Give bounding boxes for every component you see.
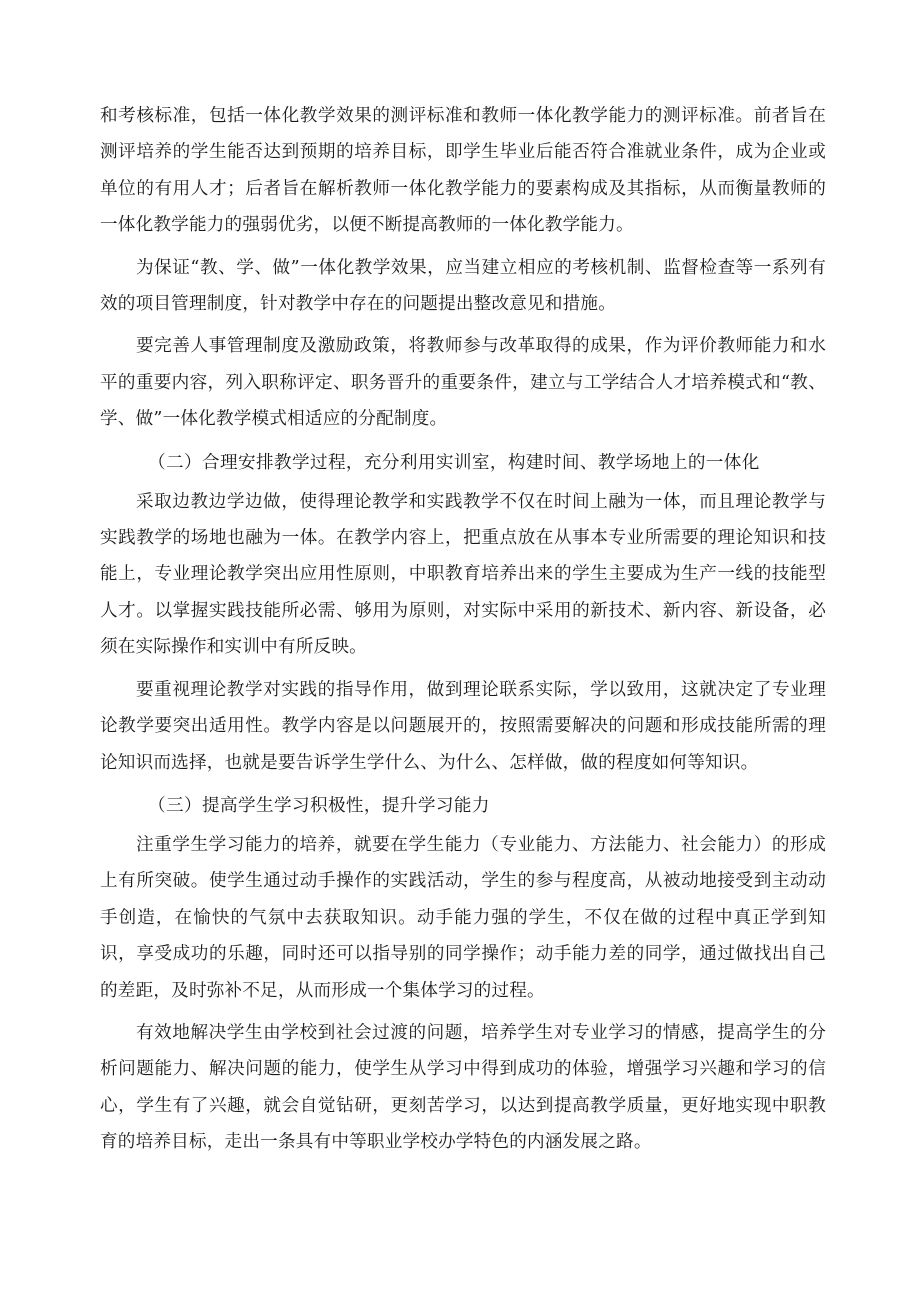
paragraph-personnel-policy: 要完善人事管理制度及激励政策，将教师参与改革取得的成果，作为评价教师能力和水平的重要内容，列入职称评定、职务晋升的重要条件，建立与工学结合人才培养模式和“教、学、做”一体化教学模式相适应的分配制度。 xyxy=(100,336,826,430)
paragraph-theory-guidance: 要重视理论教学对实践的指导作用，做到理论联系实际，学以致用，这就决定了专业理论教学要突出适用性。教学内容是以问题展开的，按照需要解决的问题和形成技能所需的理论知识而选择，也就是要告诉学生学什么、为什么、怎样做，做的程度如何等知识。 xyxy=(100,679,826,773)
section-heading-2: （二）合理安排教学过程，充分利用实训室，构建时间、教学场地上的一体化 xyxy=(148,452,760,473)
paragraph-teach-learn-do: 采取边教边学边做，使得理论教学和实践教学不仅在时间上融为一体，而且理论教学与实践教学的场地也融为一体。在教学内容上，把重点放在从事本专业所需要的理论知识和技能上，专业理论教学突出应用性原则，中职教育培养出来的学生主要成为生产一线的技能型人才。以掌握实践技能所必需、够用为原则，对实际中采用的新技术、新内容、新设备，必须在实际操作和实训中有所反映。 xyxy=(100,491,826,658)
document-page xyxy=(100,98,826,1161)
section-heading-3: （三）提高学生学习积极性，提升学习能力 xyxy=(148,795,490,816)
paragraph-transition: 有效地解决学生由学校到社会过渡的问题，培养学生对专业学习的情感，提高学生的分析问题能力、解决问题的能力，使学生从学习中得到成功的体验，增强学习兴趣和学习的信心，学生有了兴趣，就会自觉钻研，更刻苦学习，以达到提高教学质量，更好地实现中职教育的培养目标，走出一条具有中等职业学校办学特色的内涵发展之路。 xyxy=(100,1022,826,1153)
paragraph-assessment-mechanism: 为保证“教、学、做”一体化教学效果，应当建立相应的考核机制、监督检查等一系列有效的项目管理制度，针对教学中存在的问题提出整改意见和措施。 xyxy=(100,257,826,315)
paragraph-learning-ability: 注重学生学习能力的培养，就要在学生能力（专业能力、方法能力、社会能力）的形成上有所突破。使学生通过动手操作的实践活动，学生的参与程度高，从被动地接受到主动动手创造，在愉快的气氛中去获取知识。动手能力强的学生，不仅在做的过程中真正学到知识，享受成功的乐趣，同时还可以指导别的同学操作；动手能力差的同学，通过做找出自己的差距，及时弥补不足，从而形成一个集体学习的过程。 xyxy=(100,834,826,1001)
paragraph-assessment-standards: 和考核标准，包括一体化教学效果的测评标准和教师一体化教学能力的测评标准。前者旨在测评培养的学生能否达到预期的培养目标，即学生毕业后能否符合准就业条件，成为企业或单位的有用人才；后者旨在解析教师一体化教学能力的要素构成及其指标，从而衡量教师的一体化教学能力的强弱优劣，以便不断提高教师的一体化教学能力。 xyxy=(100,106,826,236)
